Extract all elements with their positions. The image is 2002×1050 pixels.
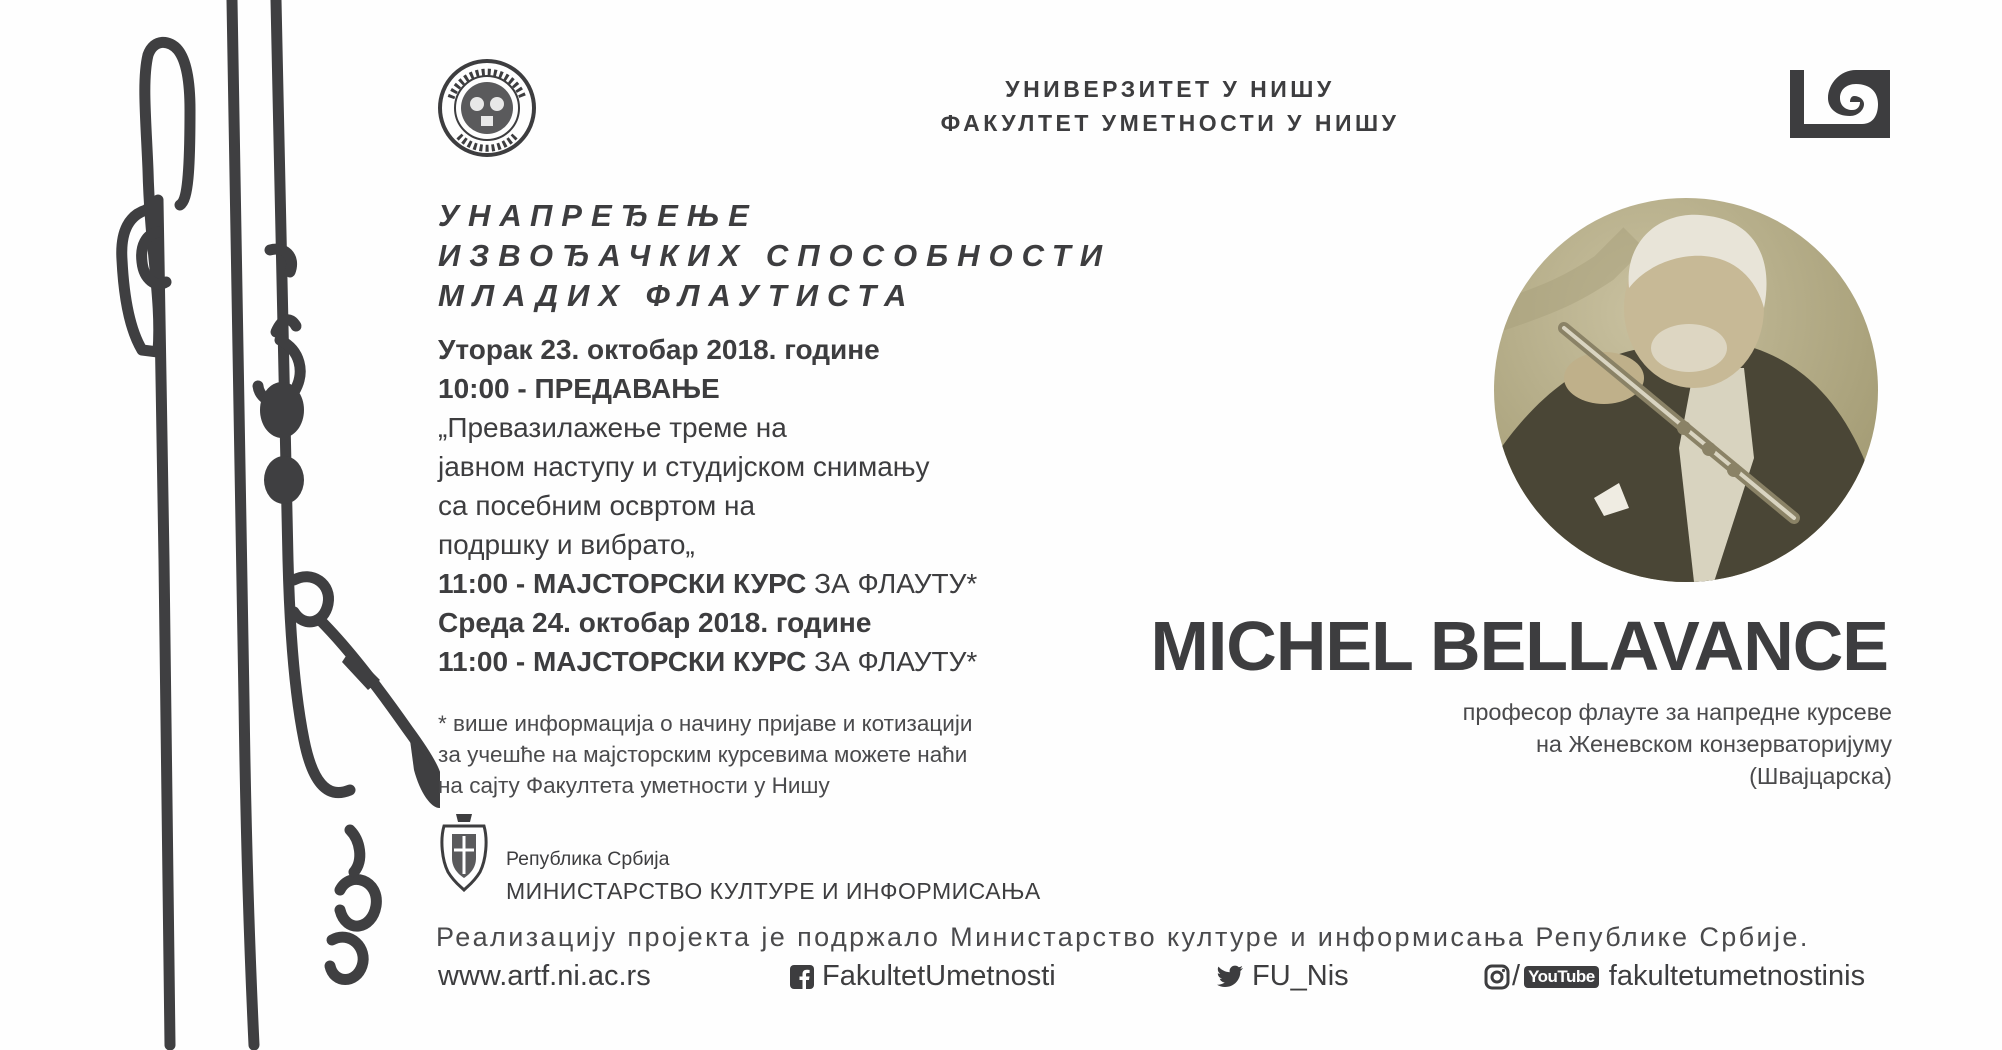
registration-note [438, 708, 1058, 801]
project-title [438, 196, 1111, 316]
day1-masterclass-rest: ЗА ФЛАУТУ* [806, 568, 978, 599]
artist-name: MICHEL BELLAVANCE [1150, 607, 1888, 685]
lecture-time: 10:00 - [438, 373, 535, 404]
lecture-title-4: подршку и вибрато„ [438, 529, 695, 560]
note-line-2: за учешће на мајсторским курсевима можете наћи [438, 742, 968, 767]
lecture-title-3: са посебним освртом на [438, 490, 756, 521]
note-line-3: на сајту Факултета уметности у Нишу [438, 773, 830, 798]
artist-bio-line-1: професор флауте за напредне курсеве [1462, 699, 1892, 725]
day1-masterclass-time: 11:00 - МАЈСТОРСКИ КУРС [438, 568, 807, 599]
serbian-coat-of-arms-icon [438, 810, 490, 892]
support-statement: Реализацију пројекта је подржало Министарство културе и информисања Републике Србије. [436, 922, 1810, 952]
instagram-youtube-link[interactable] [1484, 960, 1865, 993]
twitter-icon [1216, 965, 1244, 989]
day2-masterclass [438, 642, 1098, 681]
ministry-name: МИНИСТАРСТВО КУЛТУРЕ И ИНФОРМИСАЊА [506, 878, 1041, 904]
website-link[interactable] [438, 960, 651, 993]
flute-illustration [50, 0, 440, 1050]
university-seal-icon [437, 58, 537, 158]
facebook-icon [790, 965, 814, 989]
flutist-portrait-photo [1494, 198, 1878, 582]
project-title-line-2: ИЗВОЂАЧКИХ СПОСОБНОСТИ [438, 238, 1112, 273]
artist-bio [1300, 696, 1892, 792]
twitter-handle[interactable]: FU_Nis [1252, 960, 1349, 992]
artist-bio-line-2: на Женевском конзерваторијуму [1535, 731, 1892, 757]
event-program [438, 330, 1098, 681]
lecture-title-1: „Превазилажење треме на [438, 412, 787, 443]
twitter-link[interactable] [1216, 960, 1349, 993]
project-title-line-3: МЛАДИХ ФЛАУТИСТА [438, 278, 916, 313]
day2-date: Среда 24. октобар 2018. године [438, 607, 872, 638]
faculty-name: ФАКУЛТЕТ УМЕТНОСТИ У НИШУ [940, 110, 1400, 136]
instagram-icon [1484, 964, 1510, 990]
lecture-label: ПРЕДАВАЊЕ [534, 373, 720, 404]
day2-masterclass-rest: ЗА ФЛАУТУ* [806, 646, 978, 677]
facebook-link[interactable] [790, 960, 1056, 993]
facebook-handle[interactable]: FakultetUmetnosti [822, 960, 1056, 992]
day2-masterclass-time: 11:00 - МАЈСТОРСКИ КУРС [438, 646, 807, 677]
note-line-1: * више информација о начину пријаве и котизацији [438, 711, 973, 736]
institution-header [900, 72, 1440, 140]
ministry-country: Република Србија [506, 848, 670, 870]
artist-bio-line-3: (Швајцарска) [1749, 763, 1892, 789]
youtube-icon [1524, 966, 1599, 988]
lecture-title-2: јавном наступу и студијском снимању [438, 451, 930, 482]
social-separator: / [1512, 960, 1521, 992]
instagram-youtube-handle[interactable]: fakultetumetnostinis [1608, 960, 1866, 992]
website-url[interactable]: www.artf.ni.ac.rs [438, 960, 651, 992]
day1-date: Уторак 23. октобар 2018. године [438, 334, 880, 365]
day1-masterclass [438, 564, 1098, 603]
youtube-logo-text: YouTube [1524, 966, 1599, 988]
lecture-line [438, 369, 1098, 408]
university-name: УНИВЕРЗИТЕТ У НИШУ [1005, 76, 1335, 102]
faculty-spiral-logo-icon [1790, 70, 1890, 138]
project-title-line-1: УНАПРЕЂЕЊЕ [438, 198, 758, 233]
